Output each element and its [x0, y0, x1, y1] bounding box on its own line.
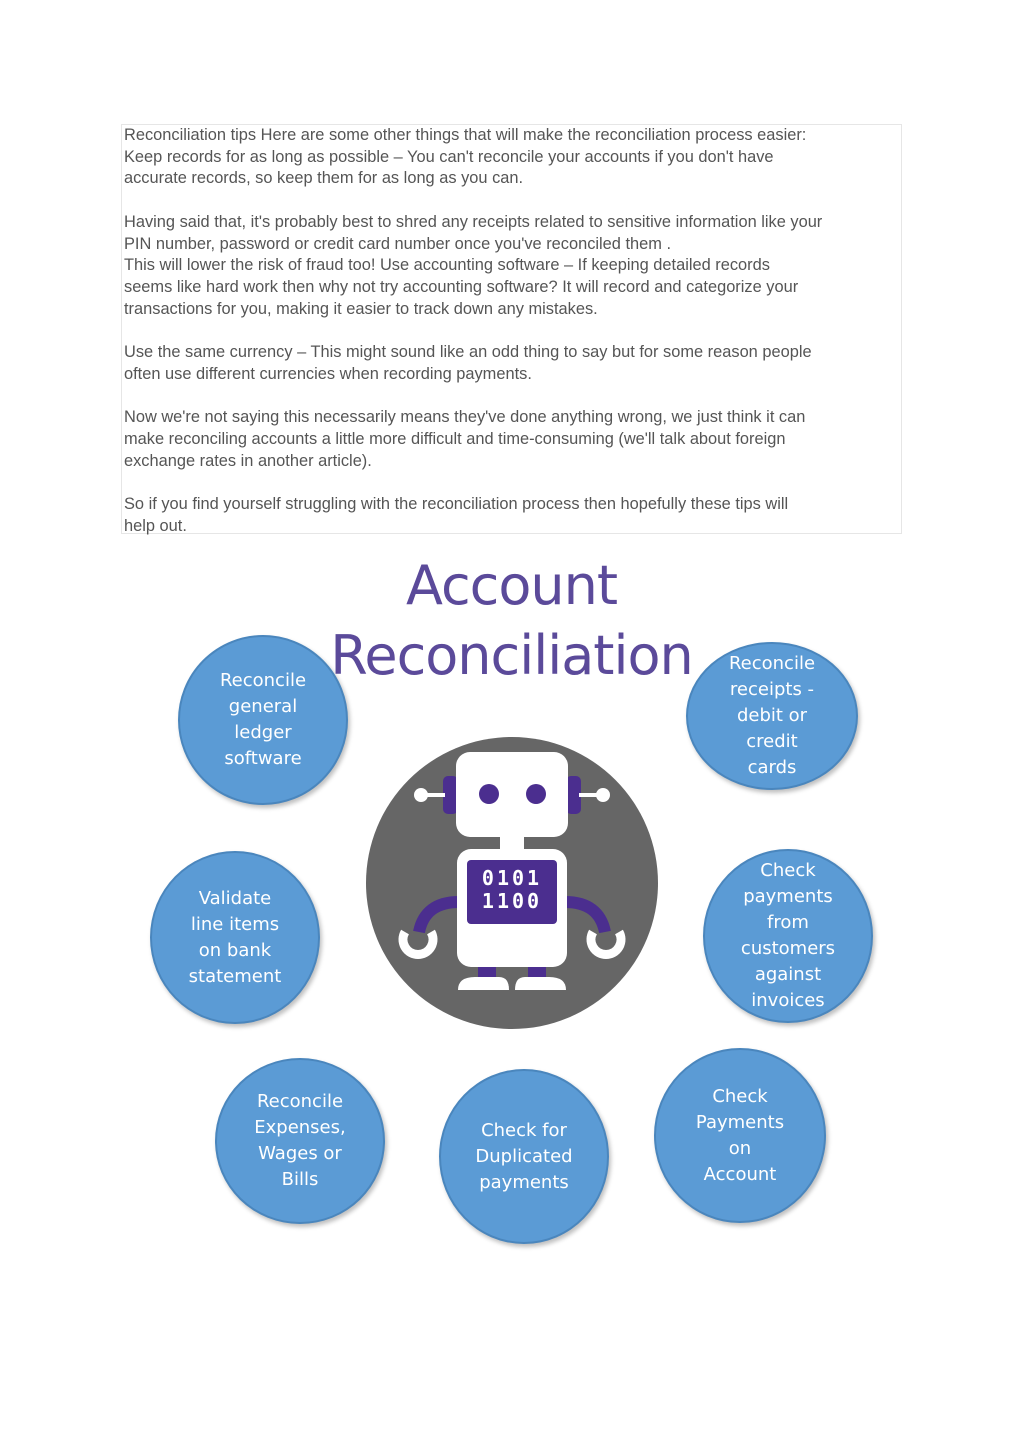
circle-validate-line-items: Validate line items on bank statement — [150, 851, 320, 1024]
robot-right-ear — [566, 776, 581, 814]
robot-left-foot — [458, 977, 509, 990]
robot-code-line1: 0101 — [481, 866, 543, 890]
robot-right-foot — [515, 977, 566, 990]
robot-left-ear — [443, 776, 458, 814]
circle-check-payments-on-account: Check Payments on Account — [654, 1048, 826, 1223]
paragraph-same-currency: Use the same currency – This might sound like an odd thing to say but for some reason people often use different currencies when recording payments. — [124, 343, 812, 383]
robot-illustration — [365, 732, 659, 1035]
circle-check-payments-customers: Check payments from customers against invoices — [703, 849, 873, 1023]
article-text — [121, 124, 902, 534]
infographic-title-line1: Account — [405, 554, 618, 617]
circle-reconcile-general-ledger: Reconcile general ledger software — [178, 635, 348, 805]
robot-head — [456, 752, 568, 837]
robot-right-eye — [526, 784, 546, 804]
account-reconciliation-infographic — [0, 540, 1023, 1260]
paragraph-shred-receipts: Having said that, it's probably best to shred any receipts related to sensitive information like your PIN number, password or credit card number once you've reconciled them . This will lower the risk of fraud too! Use accounting software – If keeping detailed records seems like hard work then why not try accounting software? It will record and categorize your transactions for you, making it easier to track down any mistakes. — [124, 212, 823, 318]
infographic-title-line2: Reconciliation — [330, 624, 693, 687]
circle-check-duplicated-payments: Check for Duplicated payments — [439, 1069, 609, 1244]
robot-left-eye — [479, 784, 499, 804]
robot-code-line2: 1100 — [481, 889, 543, 913]
paragraph-conclusion: So if you find yourself struggling with the reconciliation process then hopefully these tips will help out. — [124, 494, 789, 535]
paragraph-intro: Reconciliation tips Here are some other things that will make the reconciliation process easier: Keep records for as long as possible – You can't reconcile your accounts if you don't have accurate records, so keep them for as long as you can. — [124, 126, 807, 188]
circle-reconcile-receipts: Reconcile receipts - debit or credit cards — [686, 642, 858, 790]
circle-reconcile-expenses: Reconcile Expenses, Wages or Bills — [215, 1058, 385, 1224]
robot-neck — [500, 837, 524, 849]
paragraph-not-wrong: Now we're not saying this necessarily means they've done anything wrong, we just think it can make reconciling accounts a little more difficult and time-consuming (we'll talk about foreign exchange rates in another article). — [124, 408, 806, 470]
